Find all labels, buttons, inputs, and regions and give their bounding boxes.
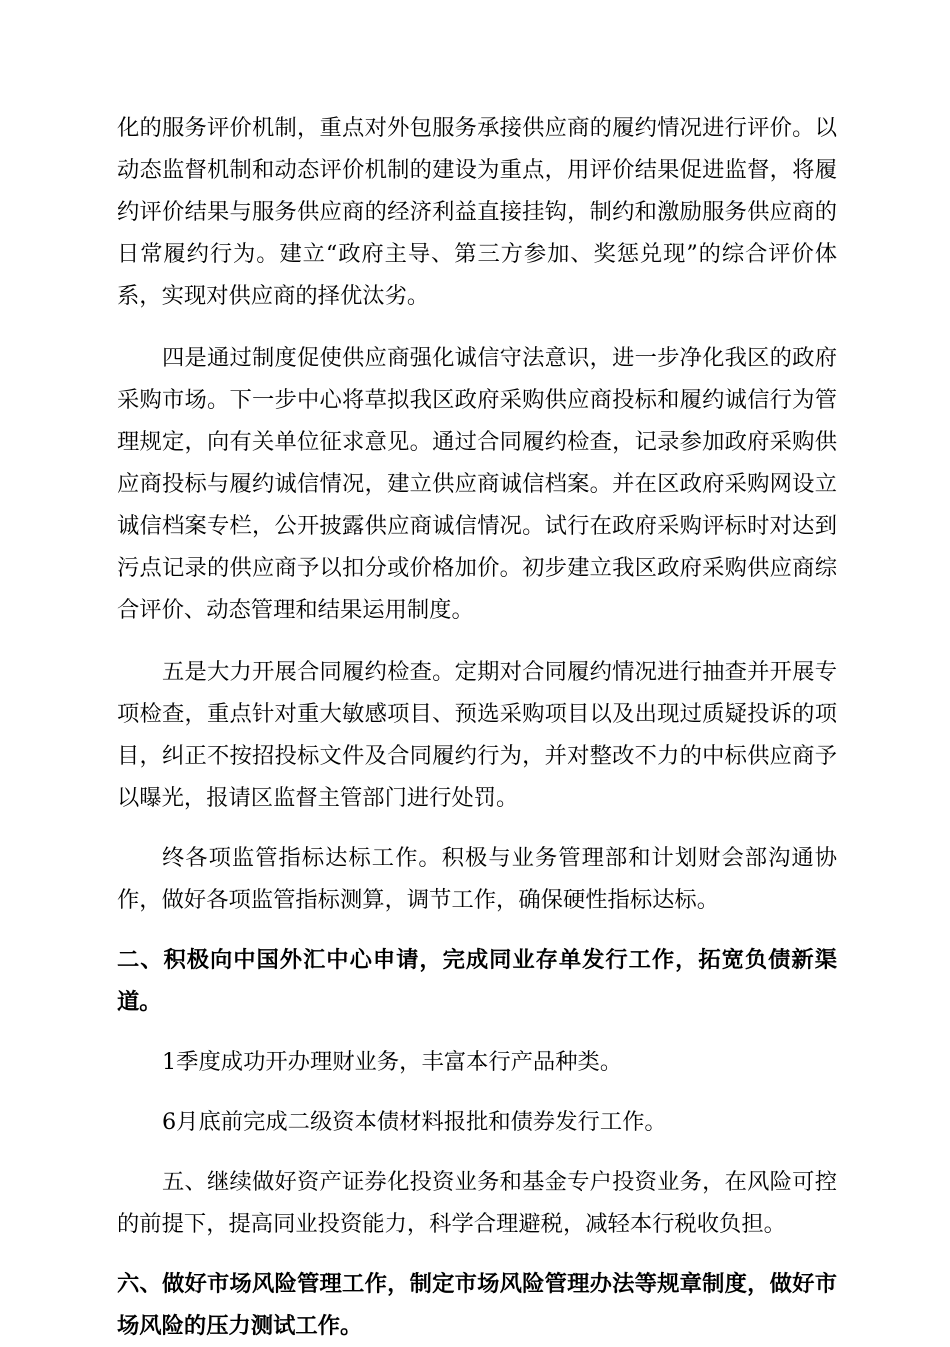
paragraph-regulatory-indicators: 终各项监管指标达标工作。积极与业务管理部和计划财会部沟通协作，做好各项监管指标测算，调节工作，确保硬性指标达标。 [117, 845, 837, 913]
paragraph-securitization: 五、继续做好资产证券化投资业务和基金专户投资业务，在风险可控的前提下，提高同业投资能力，科学合理避税，减轻本行税收负担。 [117, 1169, 837, 1237]
heading-section-two: 二、积极向中国外汇中心申请，完成同业存单发行工作，拓宽负债新渠道。 [117, 947, 837, 1015]
document-page [117, 107, 837, 1347]
heading-section-six: 六、做好市场风险管理工作，制定市场风险管理办法等规章制度，做好市场风险的压力测试工作。 [117, 1271, 837, 1339]
paragraph-contract-inspection: 五是大力开展合同履约检查。定期对合同履约情况进行抽查并开展专项检查，重点针对重大敏感项目、预选采购项目以及出现过质疑投诉的项目，纠正不按招投标文件及合同履约行为，并对整改不力的中标供应商予以曝光，报请区监督主管部门进行处罚。 [117, 659, 837, 811]
paragraph-wealth-management: 1季度成功开办理财业务，丰富本行产品种类。 [162, 1049, 623, 1075]
paragraph-tier2-bond: 6月底前完成二级资本债材料报批和债券发行工作。 [162, 1109, 667, 1135]
paragraph-integrity-system: 四是通过制度促使供应商强化诚信守法意识，进一步净化我区的政府采购市场。下一步中心将草拟我区政府采购供应商投标和履约诚信行为管理规定，向有关单位征求意见。通过合同履约检查，记录参加政府采购供应商投标与履约诚信情况，建立供应商诚信档案。并在区政府采购网设立诚信档案专栏，公开披露供应商诚信情况。试行在政府采购评标时对达到污点记录的供应商予以扣分或价格加价。初步建立我区政府采购供应商综合评价、动态管理和结果运用制度。 [117, 345, 837, 623]
paragraph-evaluation-mechanism: 化的服务评价机制，重点对外包服务承接供应商的履约情况进行评价。以动态监督机制和动态评价机制的建设为重点，用评价结果促进监督，将履约评价结果与服务供应商的经济利益直接挂钩，制约和激励服务供应商的日常履约行为。建立“政府主导、第三方参加、奖惩兑现”的综合评价体系，实现对供应商的择优汰劣。 [117, 115, 837, 309]
